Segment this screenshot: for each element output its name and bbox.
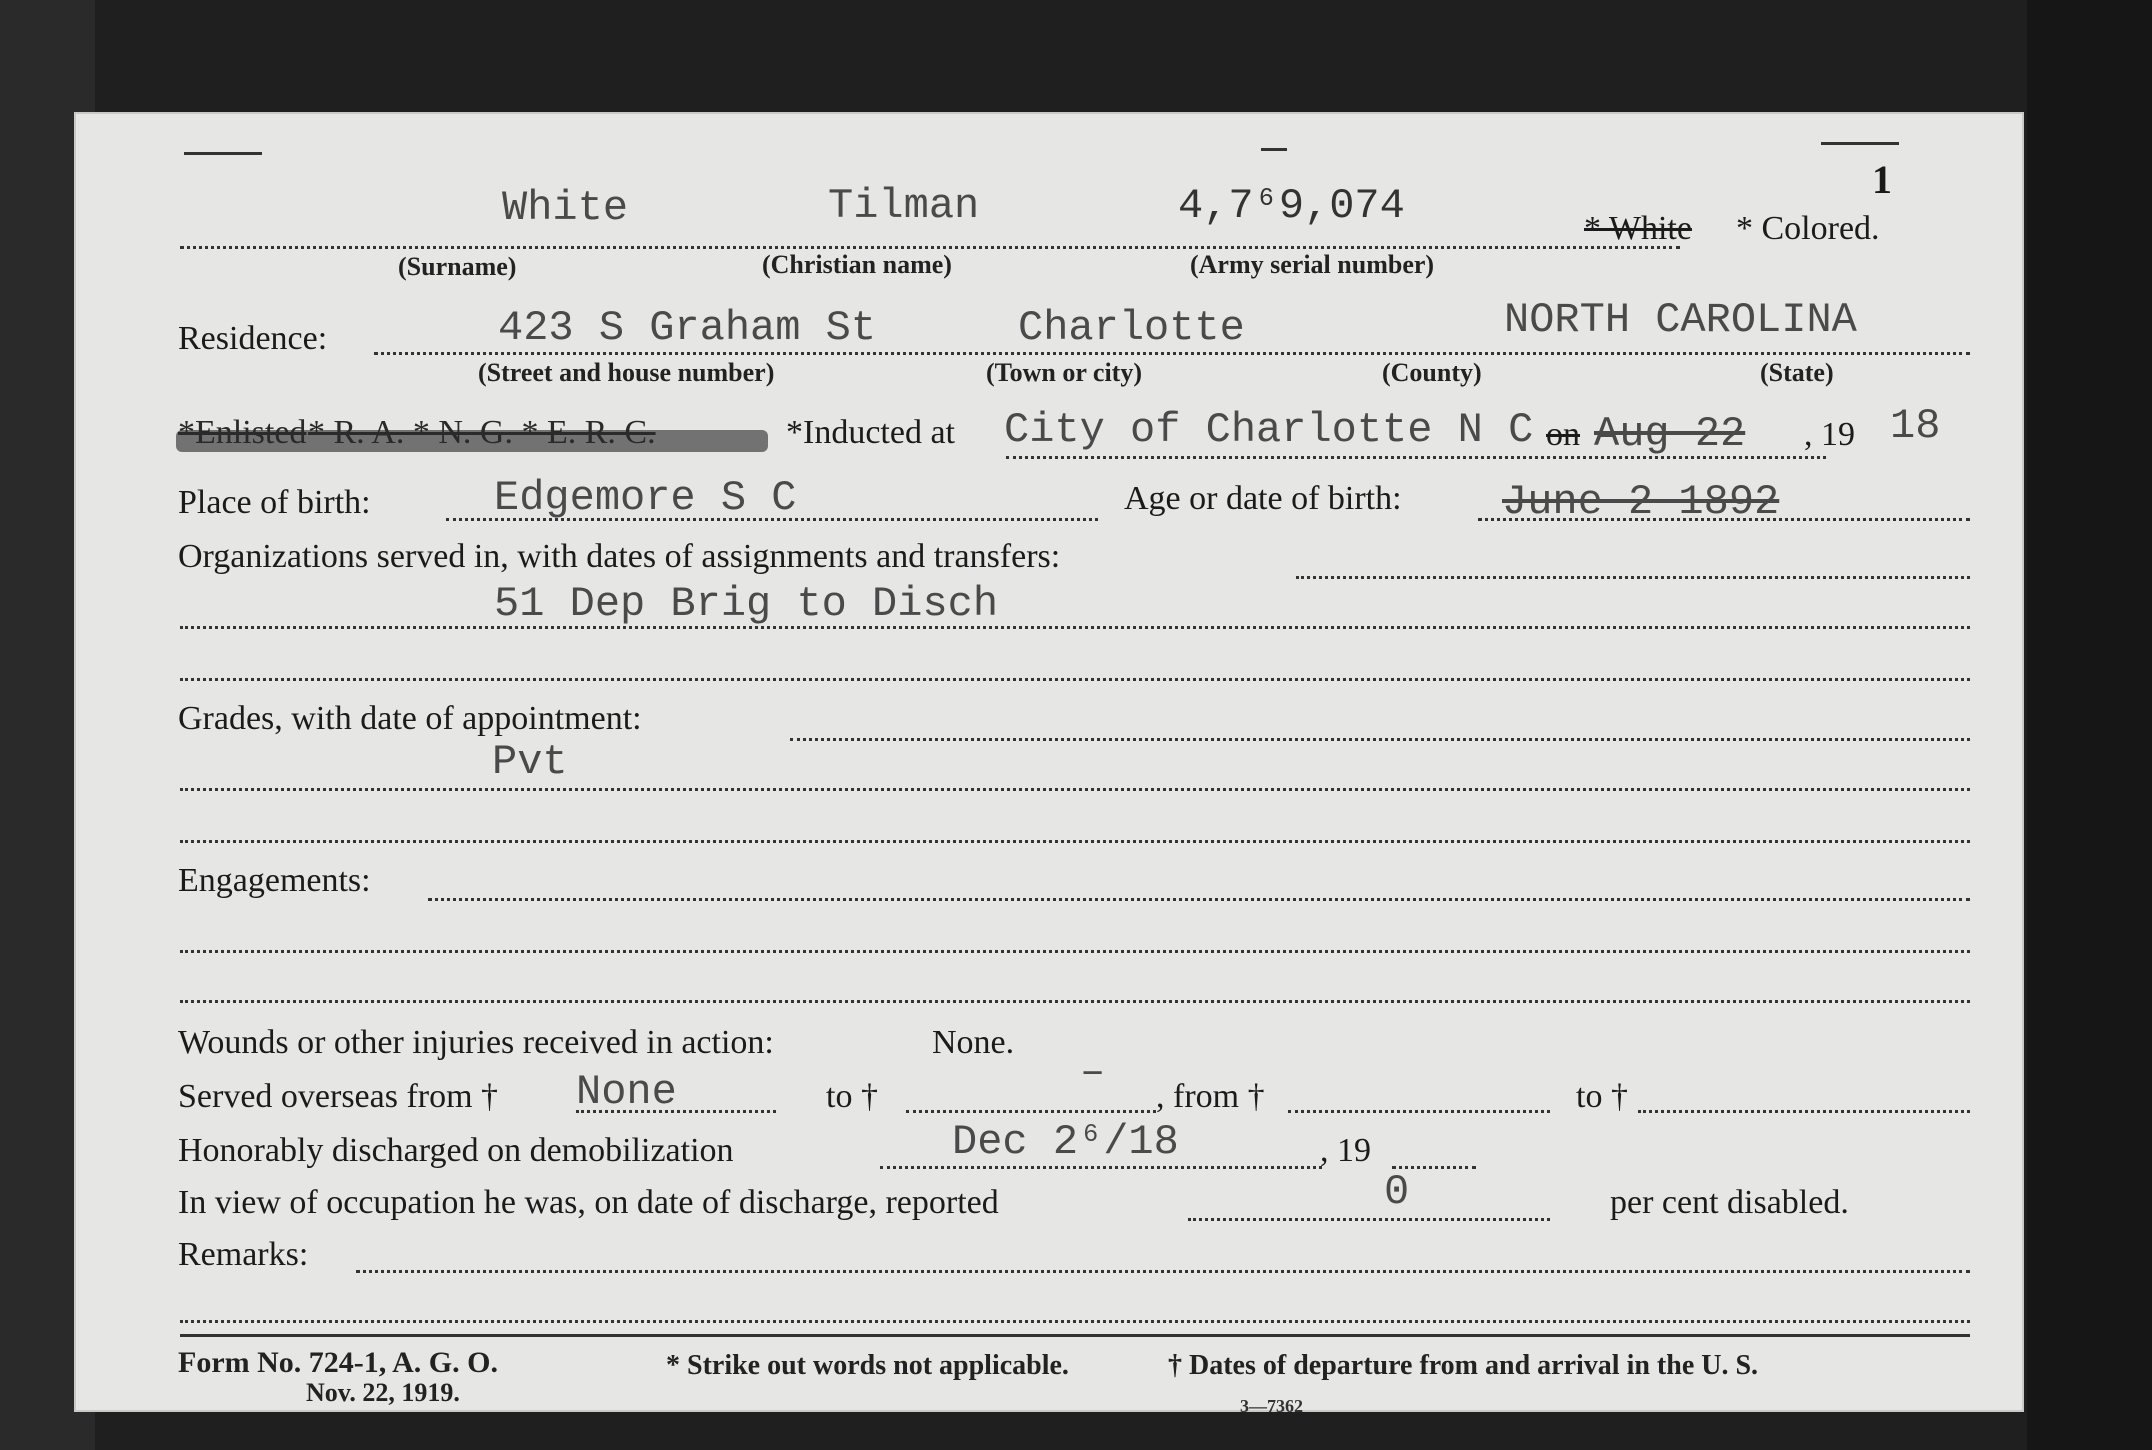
serial-number-value: 4,7⁶9,074 [1178, 182, 1405, 230]
grades-line-2 [180, 788, 1970, 791]
residence-line [374, 352, 1970, 355]
form-number: Form No. 724-1, A. G. O. [178, 1346, 498, 1379]
background-right [2027, 0, 2152, 1450]
overseas-from-value: None [576, 1068, 677, 1116]
name-line [180, 246, 1680, 249]
discharge-line [880, 1166, 1322, 1169]
top-left-rule [184, 152, 262, 155]
organizations-line-2 [180, 626, 1970, 629]
discharge-year-prefix: , 19 [1320, 1132, 1371, 1169]
overseas-from-line [576, 1110, 776, 1113]
enlisted-option: *Enlisted [178, 414, 307, 451]
top-right-rule [1821, 142, 1899, 145]
remarks-line-2 [180, 1320, 1970, 1323]
top-center-mark [1261, 148, 1287, 151]
organizations-line-3 [180, 678, 1970, 681]
induction-year-value: 18 [1890, 402, 1941, 450]
form-date: Nov. 22, 1919. [306, 1378, 460, 1407]
date-of-birth-value: June 2 1892 [1502, 478, 1780, 526]
serial-number-caption: (Army serial number) [1190, 250, 1435, 279]
overseas-to-value: – [1080, 1048, 1106, 1096]
date-of-birth-line [1478, 518, 1970, 521]
induction-line [1006, 456, 1826, 459]
disability-suffix: per cent disabled. [1610, 1184, 1849, 1221]
service-branch-options: * R. A. * N. G. * E. R. C. [308, 414, 656, 451]
induction-on-label: on [1546, 416, 1580, 453]
place-of-birth-value: Edgemore S C [494, 474, 797, 522]
residence-label: Residence: [178, 320, 328, 357]
engagements-label: Engagements: [178, 862, 371, 899]
disability-label: In view of occupation he was, on date of discharge, reported [178, 1184, 999, 1221]
discharge-date-value: Dec 2⁶/18 [952, 1118, 1179, 1166]
service-record-card [74, 112, 2024, 1416]
street-caption: (Street and house number) [478, 358, 775, 387]
town-caption: (Town or city) [986, 358, 1142, 387]
race-colored-option: * Colored. [1736, 210, 1880, 247]
grades-value: Pvt [492, 738, 568, 786]
surname-value: White [502, 184, 629, 232]
organizations-label: Organizations served in, with dates of assignments and transfers: [178, 538, 1061, 575]
overseas-from2-line [1288, 1110, 1550, 1113]
overseas-from2-label: , from † [1156, 1078, 1265, 1115]
town-value: Charlotte [1018, 304, 1245, 352]
disability-line [1188, 1218, 1550, 1221]
grades-line-3 [180, 840, 1970, 843]
state-value: NORTH CAROLINA [1504, 296, 1857, 344]
inducted-label: *Inducted at [786, 414, 955, 451]
organizations-value: 51 Dep Brig to Disch [494, 580, 999, 628]
footer-rule [180, 1334, 1970, 1337]
grades-line-1 [790, 738, 1970, 741]
place-of-birth-label: Place of birth: [178, 484, 371, 521]
engagements-line-1 [428, 898, 1970, 901]
overseas-to2-label: to † [1576, 1078, 1628, 1115]
served-overseas-label: Served overseas from † [178, 1078, 499, 1115]
strike-note: * Strike out words not applicable. [666, 1350, 1069, 1381]
dates-note: † Dates of departure from and arrival in the U. S. [1168, 1350, 1759, 1381]
overseas-to2-line [1638, 1110, 1970, 1113]
surname-caption: (Surname) [398, 252, 517, 281]
grades-label: Grades, with date of appointment: [178, 700, 642, 737]
place-of-birth-line [446, 518, 1098, 521]
remarks-line-1 [356, 1270, 1970, 1273]
organizations-line-1 [1296, 576, 1970, 579]
state-caption: (State) [1760, 358, 1834, 387]
christian-name-value: Tilman [828, 182, 980, 230]
engagements-line-2 [180, 950, 1970, 953]
wounds-label: Wounds or other injuries received in action: [178, 1024, 774, 1061]
discharge-label: Honorably discharged on demobilization [178, 1132, 734, 1169]
overseas-to-label: to † [826, 1078, 878, 1115]
street-value: 423 S Graham St [498, 304, 877, 352]
wounds-value: None. [932, 1024, 1015, 1061]
induction-year-prefix: , 19 [1804, 416, 1855, 453]
christian-name-caption: (Christian name) [762, 250, 952, 279]
age-label: Age or date of birth: [1124, 480, 1402, 517]
race-white-option: * White [1584, 210, 1692, 247]
induction-place-value: City of Charlotte N C [1004, 406, 1534, 454]
engagements-line-3 [180, 1000, 1970, 1003]
disability-value: 0 [1384, 1168, 1410, 1216]
induction-date-value: Aug 22 [1594, 410, 1746, 458]
remarks-label: Remarks: [178, 1236, 309, 1273]
county-caption: (County) [1382, 358, 1482, 387]
printer-code: 3—7362 [1240, 1396, 1303, 1416]
card-number: 1 [1872, 157, 1892, 202]
overseas-to-line [906, 1110, 1156, 1113]
